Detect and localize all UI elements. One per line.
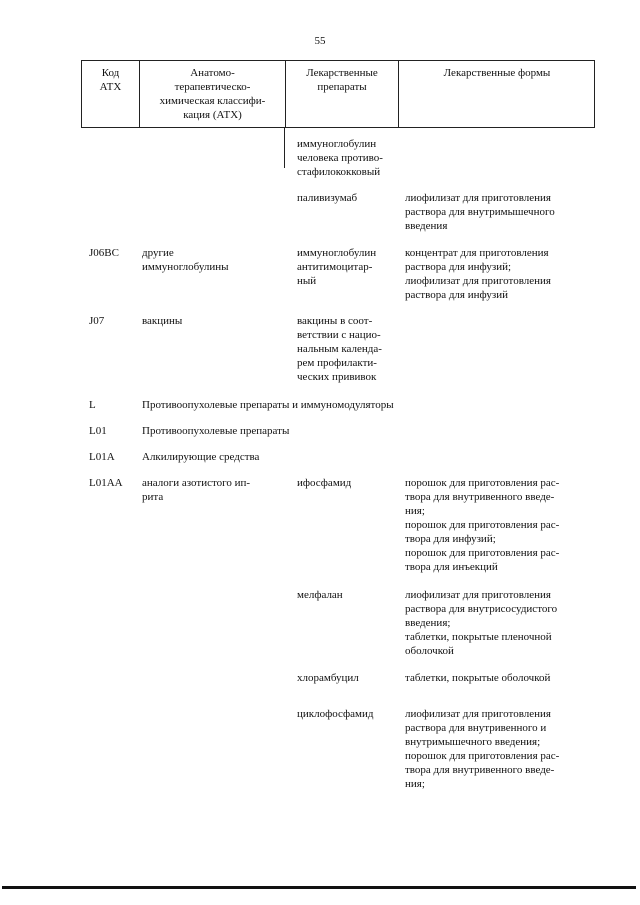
dosage-forms: таблетки, покрытые оболочкой [405, 672, 551, 684]
atc-classification: другие иммуноглобулины [142, 247, 229, 273]
atc-code: L01 [89, 425, 107, 437]
atc-code: L01AA [89, 477, 123, 489]
atc-code: L [89, 399, 96, 411]
page-bottom-rule [2, 886, 636, 889]
drug-name: иммуноглобулин человека противо- стафилококковый [297, 138, 383, 178]
drug-name: иммуноглобулин антитимоцитар- ный [297, 247, 377, 287]
atc-code: J06BC [89, 247, 119, 259]
drug-name: мелфалан [297, 589, 343, 601]
atc-classification: Алкилирующие средства [142, 451, 260, 463]
dosage-forms: порошок для приготовления рас- твора для внутривенного введе- ния; порошок для приготовления рас- твора для инфузий; порошок для приготовления рас- твора для инъекций [405, 477, 560, 573]
column-divider-continuation [284, 128, 285, 168]
header-classification: Анатомо- терапевтическо- химическая классифи- кация (АТХ) [159, 67, 266, 121]
header-drugs: Лекарственные препараты [306, 67, 378, 93]
drug-name: циклофосфамид [297, 708, 374, 720]
drug-name: ифосфамид [297, 477, 352, 489]
drug-name: хлорамбуцил [297, 672, 359, 684]
drug-name: паливизумаб [297, 192, 358, 204]
atc-classification: Противоопухолевые препараты и иммуномодуляторы [142, 399, 394, 411]
dosage-forms: концентрат для приготовления раствора для инфузий; лиофилизат для приготовления раствора для инфузий [405, 247, 551, 301]
table-header [81, 60, 595, 128]
dosage-forms: лиофилизат для приготовления раствора для внутрисосудистого введения; таблетки, покрытые пленочной оболочкой [405, 589, 558, 657]
atc-code: L01A [89, 451, 115, 463]
atc-code: J07 [89, 315, 105, 327]
atc-classification: вакцины [142, 315, 183, 327]
header-code: Код АТХ [99, 67, 122, 93]
page-number: 55 [314, 35, 326, 47]
dosage-forms: лиофилизат для приготовления раствора для внутримышечного введения [405, 192, 555, 232]
atc-classification: Противоопухолевые препараты [142, 425, 290, 437]
drug-name: вакцины в соот- ветствии с нацио- нальным календа- рем профилакти- ческих прививок [297, 315, 382, 383]
atc-classification: аналоги азотистого ип- рита [142, 477, 251, 503]
header-forms: Лекарственные формы [443, 67, 551, 79]
dosage-forms: лиофилизат для приготовления раствора для внутривенного и внутримышечного введения; порошок для приготовления рас- твора для внутривенного введе- ния; [405, 708, 560, 790]
